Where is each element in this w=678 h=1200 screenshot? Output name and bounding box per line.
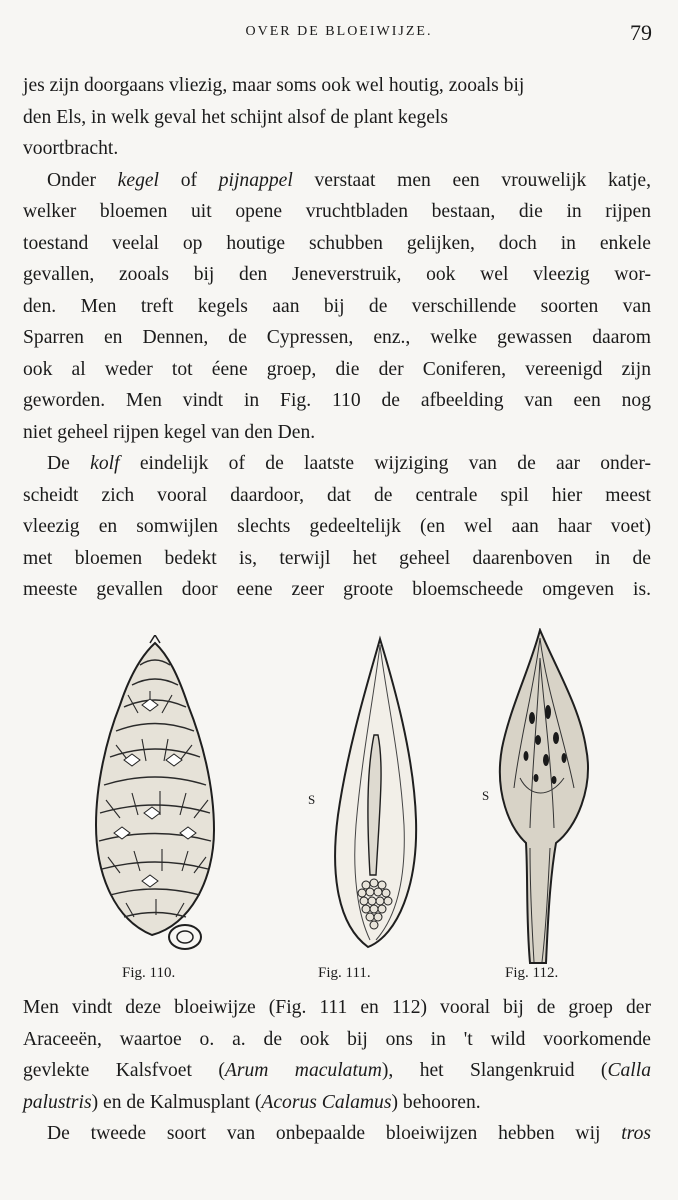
text-run: verstaat men een vrouwelijk katje, <box>292 169 651 191</box>
paragraph-5 <box>23 1118 651 1150</box>
text-line: Men vindt deze bloeiwijze (Fig. 111 en 112) vooral bij de groep der <box>23 997 651 1018</box>
text-line <box>23 1118 651 1150</box>
text-run: gevlekte Kalsfvoet ( <box>23 1060 225 1081</box>
text-run: ) en de Kalmusplant ( <box>91 1091 262 1113</box>
text-line: niet geheel rijpen kegel van den Den. <box>23 421 316 443</box>
text-line: jes zijn doorgaans vliezig, maar soms ook wel houtig, zooals bij <box>23 75 525 96</box>
figure-row <box>0 620 678 990</box>
text-run: eindelijk of de laatste wijziging van de aar onder- <box>119 453 651 474</box>
text-block-bottom <box>23 992 651 1150</box>
text-line: Sparren en Dennen, de Cypressen, enz., welke gewassen daarom <box>23 327 651 348</box>
text-line: scheidt zich vooral daardoor, dat de centrale spil hier meest <box>23 484 651 506</box>
page-number: 79 <box>630 20 652 45</box>
text-line: toestand veelal op houtige schubben gelijken, doch in enkele <box>23 232 651 254</box>
text-block-top <box>23 70 651 606</box>
page-header <box>0 20 678 48</box>
running-head: OVER DE BLOEIWIJZE. <box>245 24 433 39</box>
text-line: met bloemen bedekt is, terwijl het geheel daarenboven in de <box>23 547 651 569</box>
paragraph-4 <box>23 992 651 1118</box>
italic-term: tros <box>621 1123 651 1144</box>
text-line: welker bloemen uit opene vruchtbladen bestaan, die in rijpen <box>23 201 651 222</box>
spathe-section-illustration <box>318 635 428 955</box>
text-run: De <box>47 453 91 474</box>
figure-caption-111: Fig. 111. <box>318 965 371 981</box>
paragraph-1 <box>23 70 651 165</box>
italic-term: Calla <box>607 1060 651 1081</box>
italic-term: kegel <box>117 169 160 191</box>
italic-term: palustris <box>23 1091 92 1113</box>
paragraph-3 <box>23 448 651 606</box>
text-run: Onder <box>47 169 118 191</box>
paragraph-2 <box>23 165 651 449</box>
text-line: vleezig en somwijlen slechts gedeeltelijk (en wel aan haar voet) <box>23 516 651 537</box>
italic-term: Acorus Calamus <box>261 1091 392 1113</box>
text-run: ), het Slangenkruid ( <box>381 1060 608 1081</box>
text-line <box>23 1087 651 1119</box>
text-run: ) behooren. <box>391 1091 481 1113</box>
italic-term: Arum maculatum <box>224 1060 382 1081</box>
italic-term: kolf <box>90 453 120 474</box>
text-line: den. Men treft kegels aan bij de verschillende soorten van <box>23 295 651 317</box>
text-line: geworden. Men vindt in Fig. 110 de afbeelding van een nog <box>23 390 651 411</box>
pine-cone-illustration <box>80 635 230 955</box>
spathe-label: S <box>308 792 316 807</box>
closed-spathe-illustration <box>490 628 600 968</box>
figure-caption-110: Fig. 110. <box>122 965 176 981</box>
text-run: of <box>159 169 219 191</box>
text-line: Araceeën, waartoe o. a. de ook bij ons in 't wild voorkomende <box>23 1028 651 1050</box>
text-line: den Els, in welk geval het schijnt alsof de plant kegels <box>23 106 448 128</box>
text-line <box>23 448 651 480</box>
text-line <box>23 165 651 197</box>
text-line: gevallen, zooals bij den Jeneverstruik, ook wel vleezig wor- <box>23 264 651 285</box>
text-run: De tweede soort van onbepaalde bloeiwijzen hebben wij <box>47 1123 622 1144</box>
italic-term: pijnappel <box>218 169 293 191</box>
text-line: ook al weder tot éene groep, die der Coniferen, vereenigd zijn <box>23 358 651 380</box>
text-line: meeste gevallen door eene zeer groote bloemscheede omgeven is. <box>23 579 651 600</box>
text-line: voortbracht. <box>23 138 119 159</box>
figure-caption-112: Fig. 112. <box>505 965 559 981</box>
spathe-label: S <box>482 788 490 803</box>
text-line <box>23 1055 651 1087</box>
